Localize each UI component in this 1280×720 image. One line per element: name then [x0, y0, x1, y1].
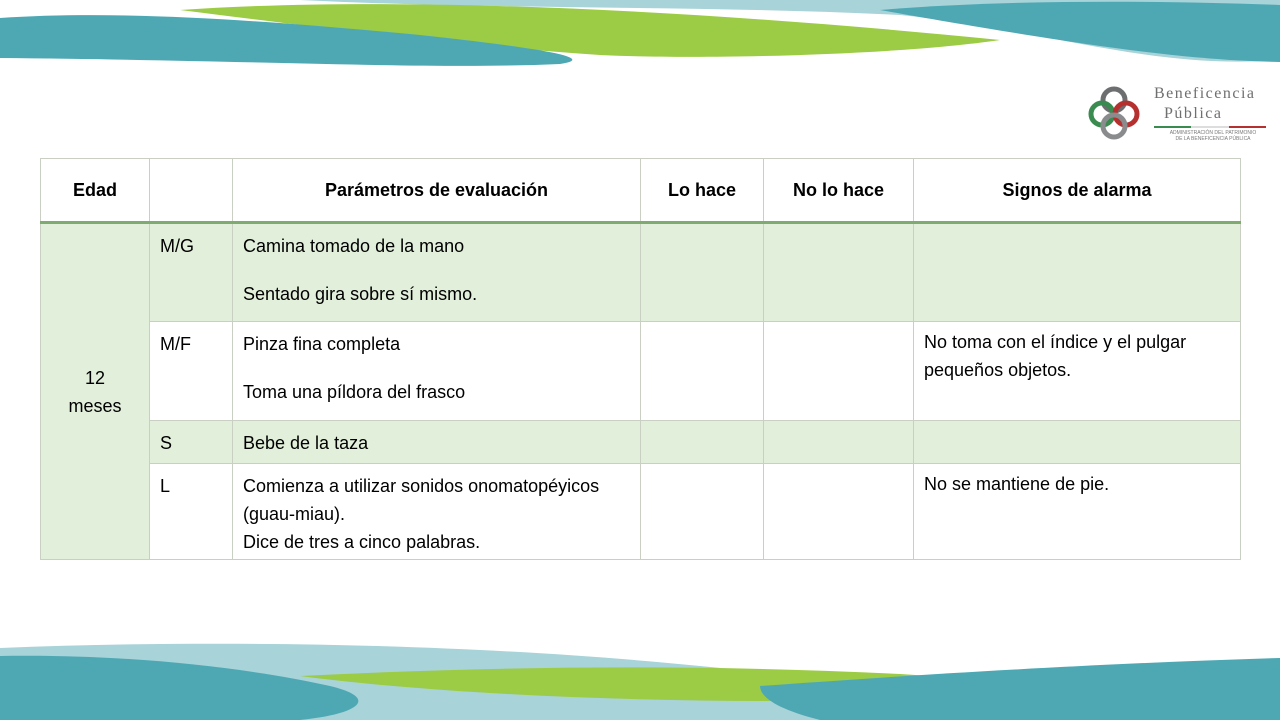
- logo-subtitle-line1: ADMINISTRACIÓN DEL PATRIMONIO: [1169, 130, 1257, 136]
- logo-emblem-icon: [1086, 84, 1142, 140]
- parameter-line: Pinza fina completa: [243, 334, 401, 354]
- header-edad: Edad: [41, 159, 150, 223]
- parameter-line: Comienza a utilizar sonidos onomatopéyicos (guau-miau).: [243, 476, 600, 524]
- alarm-cell: [914, 223, 1241, 322]
- table-row: [41, 322, 1241, 421]
- parameter-cell: [233, 464, 641, 560]
- no-lo-hace-cell[interactable]: [764, 223, 914, 322]
- beneficencia-logo: [1080, 78, 1270, 158]
- evaluation-table: [40, 158, 1241, 560]
- parameter-line: Camina tomado de la mano: [243, 236, 465, 256]
- table-row: [41, 223, 1241, 322]
- bottom-wave-decoration: [0, 636, 1280, 720]
- age-cell: [41, 223, 150, 560]
- lo-hace-cell[interactable]: [641, 464, 764, 560]
- no-lo-hace-cell[interactable]: [764, 421, 914, 464]
- parameter-cell: [233, 322, 641, 421]
- parameter-line: Toma una píldora del frasco: [243, 382, 466, 402]
- area-code: L: [150, 464, 233, 560]
- area-code: M/F: [150, 322, 233, 421]
- parameter-line: Sentado gira sobre sí mismo.: [243, 284, 478, 304]
- header-signos-alarma: Signos de alarma: [914, 159, 1241, 223]
- logo-subtitle-line2: DE LA BENEFICENCIA PÚBLICA: [1175, 136, 1251, 142]
- logo-title: [1154, 84, 1256, 124]
- header-area: [150, 159, 233, 223]
- parameter-cell: [233, 421, 641, 464]
- age-unit: meses: [68, 395, 122, 416]
- logo-title-line1: Beneficencia: [1154, 85, 1256, 102]
- lo-hace-cell[interactable]: [641, 421, 764, 464]
- table-row: [41, 421, 1241, 464]
- alarm-cell: No toma con el índice y el pulgar pequeños objetos.: [914, 322, 1241, 421]
- no-lo-hace-cell[interactable]: [764, 464, 914, 560]
- parameter-spacer: [243, 358, 632, 378]
- logo-tricolor-rule: [1154, 126, 1266, 128]
- table-header-row: [41, 159, 1241, 223]
- alarm-cell: No se mantiene de pie.: [914, 464, 1241, 560]
- parameter-line: Bebe de la taza: [243, 433, 369, 453]
- area-code: M/G: [150, 223, 233, 322]
- parameter-spacer: [243, 260, 632, 280]
- table-row: [41, 464, 1241, 560]
- no-lo-hace-cell[interactable]: [764, 322, 914, 421]
- header-parametros: Parámetros de evaluación: [233, 159, 641, 223]
- parameter-line: Dice de tres a cinco palabras.: [243, 532, 481, 552]
- logo-title-line2: Pública: [1164, 105, 1223, 122]
- age-value: 12: [84, 367, 106, 388]
- logo-subtitle: [1160, 130, 1266, 142]
- header-no-lo-hace: No lo hace: [764, 159, 914, 223]
- lo-hace-cell[interactable]: [641, 322, 764, 421]
- parameter-cell: [233, 223, 641, 322]
- lo-hace-cell[interactable]: [641, 223, 764, 322]
- header-lo-hace: Lo hace: [641, 159, 764, 223]
- alarm-cell: [914, 421, 1241, 464]
- area-code: S: [150, 421, 233, 464]
- top-wave-decoration: [0, 0, 1280, 90]
